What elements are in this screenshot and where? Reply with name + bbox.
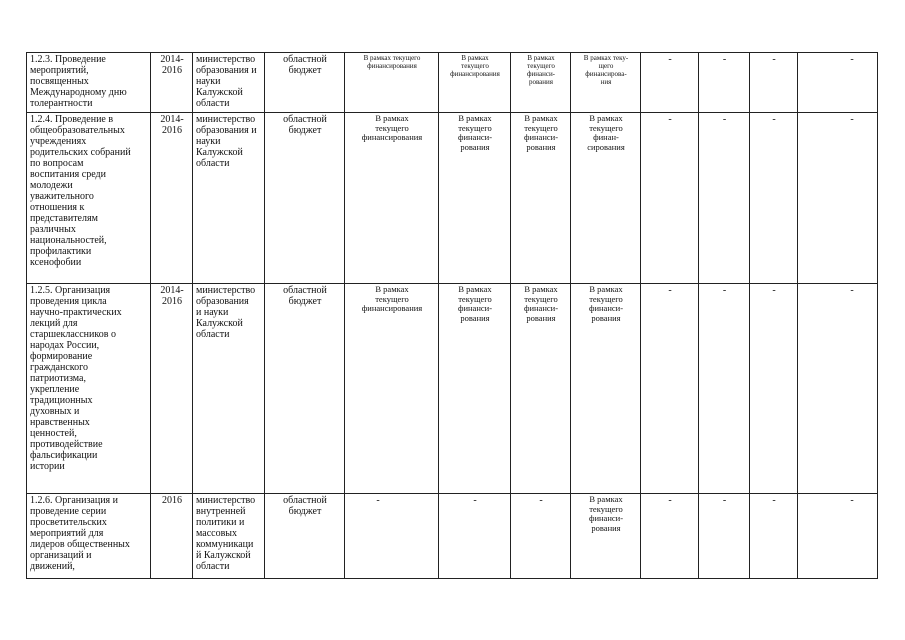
value-cell: [750, 494, 798, 579]
empty-dash: -: [850, 114, 854, 125]
value-cell: [641, 284, 699, 494]
measure-name: 1.2.4. Проведение в общеобразовательных учреждениях родительских собраний по вопросам воспитания среди молодежи уважительного отношения к представителям различных национальностей, профилактики ксенофобии: [30, 114, 131, 268]
executor-cell: [193, 284, 265, 494]
empty-dash: -: [722, 285, 727, 296]
value-cell: [798, 53, 878, 113]
period: 2014- 2016: [160, 114, 184, 136]
financing-note: В рамках теку- щего финансирова- ния: [583, 54, 629, 86]
financing-note: В рамках текущего финанси- рования: [588, 284, 624, 323]
executor-cell: [193, 53, 265, 113]
measure-name-cell: [27, 494, 151, 579]
empty-dash: -: [850, 285, 854, 296]
measure-name-cell: [27, 284, 151, 494]
financing-cell: [571, 284, 641, 494]
financing-cell: [439, 53, 511, 113]
empty-dash: -: [772, 495, 776, 506]
executor-cell: [193, 113, 265, 284]
financing-note: В рамках текущего финансирования: [450, 54, 500, 78]
value-cell: [750, 284, 798, 494]
empty-dash: -: [722, 114, 727, 125]
financing-note: В рамках текущего финанси- рования: [588, 494, 624, 533]
empty-dash: -: [772, 114, 776, 125]
financing-note: В рамках текущего финансирования: [361, 113, 423, 142]
value-cell: [750, 113, 798, 284]
empty-dash: -: [772, 54, 776, 65]
financing-note: В рамках текущего финансирования: [361, 284, 423, 313]
financing-cell: [345, 284, 439, 494]
financing-note: В рамках текущего финанси- рования: [457, 284, 493, 323]
table-row: [27, 113, 878, 284]
empty-dash: -: [473, 495, 477, 506]
executor: министерство образования и науки Калужской области: [196, 54, 257, 109]
period: 2014- 2016: [160, 54, 184, 76]
financing-cell: [571, 113, 641, 284]
funding-source-cell: [265, 494, 345, 579]
funding-source-cell: [265, 113, 345, 284]
financing-cell: [345, 53, 439, 113]
measure-name-cell: [27, 113, 151, 284]
empty-dash: -: [668, 114, 672, 125]
financing-cell: [345, 113, 439, 284]
funding-source-cell: [265, 284, 345, 494]
empty-dash: -: [850, 495, 854, 506]
period-cell: [151, 494, 193, 579]
value-cell: [798, 284, 878, 494]
value-cell: [511, 494, 571, 579]
value-cell: [798, 494, 878, 579]
value-cell: [699, 284, 750, 494]
empty-dash: -: [539, 495, 543, 506]
financing-note: В рамках текущего финанси- рования: [523, 284, 559, 323]
value-cell: [750, 53, 798, 113]
value-cell: [798, 113, 878, 284]
financing-cell: [511, 113, 571, 284]
period-cell: [151, 53, 193, 113]
table-row: [27, 53, 878, 113]
funding-source: областной бюджет: [283, 54, 327, 76]
value-cell: [699, 53, 750, 113]
funding-source: областной бюджет: [283, 495, 327, 517]
period-cell: [151, 113, 193, 284]
financing-cell: [571, 53, 641, 113]
financing-cell: [439, 113, 511, 284]
empty-dash: -: [376, 495, 380, 506]
value-cell: [699, 494, 750, 579]
table-row: [27, 284, 878, 494]
measure-name-cell: [27, 53, 151, 113]
value-cell: [439, 494, 511, 579]
financing-cell: [571, 494, 641, 579]
financing-cell: [439, 284, 511, 494]
measure-name: 1.2.3. Проведение мероприятий, посвященных Международному дню толерантности: [30, 54, 127, 109]
value-cell: [345, 494, 439, 579]
period: 2016: [162, 495, 182, 506]
empty-dash: -: [668, 54, 672, 65]
financing-note: В рамках текущего финанси- рования: [526, 54, 556, 86]
executor-cell: [193, 494, 265, 579]
financing-note: В рамках текущего финансирования: [363, 54, 421, 70]
financing-cell: [511, 284, 571, 494]
funding-source-cell: [265, 53, 345, 113]
value-cell: [699, 113, 750, 284]
empty-dash: -: [722, 54, 727, 65]
program-measures-table: [26, 52, 878, 579]
period: 2014- 2016: [160, 285, 184, 307]
empty-dash: -: [668, 495, 672, 506]
funding-source: областной бюджет: [283, 114, 327, 136]
value-cell: [641, 494, 699, 579]
empty-dash: -: [850, 54, 854, 65]
period-cell: [151, 284, 193, 494]
value-cell: [641, 53, 699, 113]
measure-name: 1.2.6. Организация и проведение серии просветительских мероприятий для лидеров общественных организаций и движений,: [30, 495, 130, 572]
executor: министерство внутренней политики и массовых коммуникаци й Калужской области: [196, 495, 256, 572]
funding-source: областной бюджет: [283, 285, 327, 307]
financing-note: В рамках текущего финанси- рования: [523, 113, 559, 152]
empty-dash: -: [668, 285, 672, 296]
value-cell: [641, 113, 699, 284]
executor: министерство образования и науки Калужской области: [196, 285, 256, 340]
empty-dash: -: [772, 285, 776, 296]
empty-dash: -: [722, 495, 727, 506]
financing-note: В рамках текущего финан- сирования: [587, 113, 625, 152]
financing-cell: [511, 53, 571, 113]
measure-name: 1.2.5. Организация проведения цикла научно-практических лекций для старшеклассников о народах России, формирование гражданского патриотизма, укрепление традиционных духовных и нравственных ценностей, противодействие фальсификации истории: [30, 285, 122, 472]
executor: министерство образования и науки Калужской области: [196, 114, 257, 169]
financing-note: В рамках текущего финанси- рования: [457, 113, 493, 152]
table-row: [27, 494, 878, 579]
